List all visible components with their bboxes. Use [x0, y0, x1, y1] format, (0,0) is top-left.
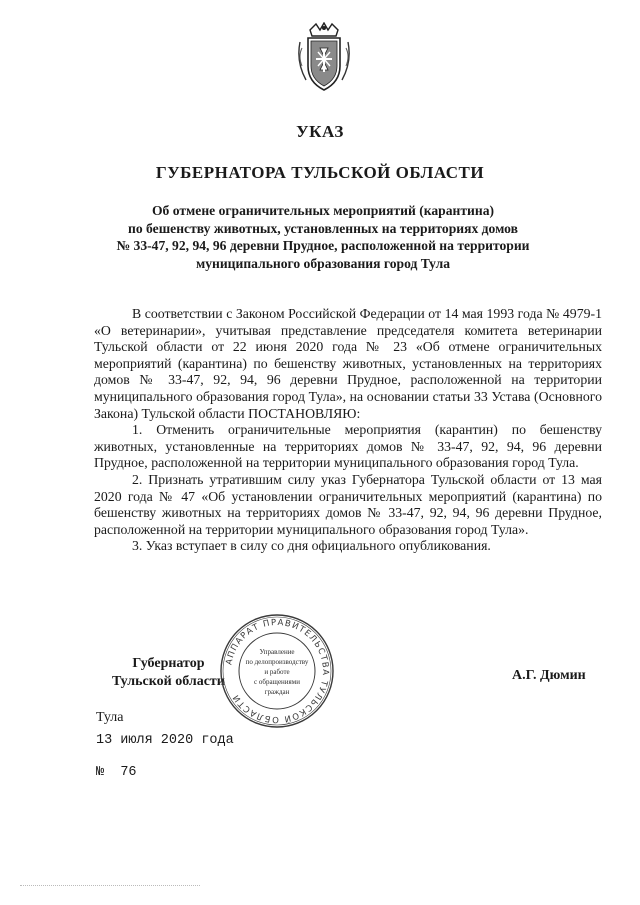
subject-line: Об отмене ограничительных мероприятий (карантина)	[151, 203, 495, 218]
stamp-center-line: граждан	[264, 688, 290, 696]
scan-artifact	[20, 885, 200, 888]
decree-number	[96, 765, 137, 780]
item-2-paragraph: 2. Признать утратившим силу указ Губернатора Тульской области от 13 мая 2020 года № 47 «Об установлении ограничительных мероприятий (карантина) по бешенству животных на территориях домов № 33-47, 92, 94, 96 деревни Прудное, расположенной на территории муниципального образования город Тула».	[94, 471, 602, 537]
item-1-paragraph: 1. Отменить ограничительные мероприятия (карантин) по бешенству животных, установленные на территориях домов № 33-47, 92, 94, 96 деревни Прудное, расположенной на территории муниципального образования город Тула.	[94, 422, 602, 471]
position-line: Губернатор	[132, 656, 205, 671]
issuer-title: ГУБЕРНАТОРА ТУЛЬСКОЙ ОБЛАСТИ	[155, 163, 485, 182]
position-line: Тульской области	[112, 674, 225, 689]
signatory-position	[112, 655, 225, 691]
stamp-center-line: по делопроизводству	[245, 658, 309, 666]
preamble-paragraph: В соответствии с Законом Российской Федерации от 14 мая 1993 года № 4979-1 «О ветеринарии», учитывая представление председателя комитета ветеринарии Тульской области от 22 июня 2020 года № 23 «Об отмене ограничительных мероприятий (карантина) по бешенству животных, установленных на территориях домов № 33-47, 92, 94, 96 деревни Прудное, расположенной на территории муниципального образования город Тула», на основании статьи 33 Устава (Основного Закона) Тульской области ПОСТАНОВЛЯЮ:	[94, 306, 602, 421]
subject-line: № 33-47, 92, 94, 96 деревни Прудное, расположенной на территории	[116, 238, 530, 253]
tula-coat-of-arms-icon	[296, 22, 352, 94]
decree-subject	[60, 202, 586, 272]
decree-body	[94, 306, 602, 555]
issue-date: 13 июля 2020 года	[96, 733, 234, 748]
stamp-center-line: и работе	[264, 668, 290, 676]
document-type-title: УКАЗ	[296, 122, 344, 141]
official-stamp	[218, 612, 336, 730]
stamp-center-line: с обращениями	[254, 678, 300, 686]
item-3-paragraph: 3. Указ вступает в силу со дня официального опубликования.	[132, 538, 491, 554]
signatory-name: А.Г. Дюмин	[512, 668, 586, 683]
issue-city: Тула	[96, 710, 124, 725]
stamp-center-line: Управление	[259, 648, 295, 656]
subject-line: по бешенству животных, установленных на территориях домов	[128, 220, 518, 236]
stamp-ring-text: АППАРАТ ПРАВИТЕЛЬСТВА ТУЛЬСКОЙ ОБЛАСТИ	[224, 617, 331, 725]
number-value: 76	[120, 765, 137, 780]
subject-line: муниципального образования город Тула	[195, 255, 451, 271]
number-label: №	[96, 765, 105, 780]
